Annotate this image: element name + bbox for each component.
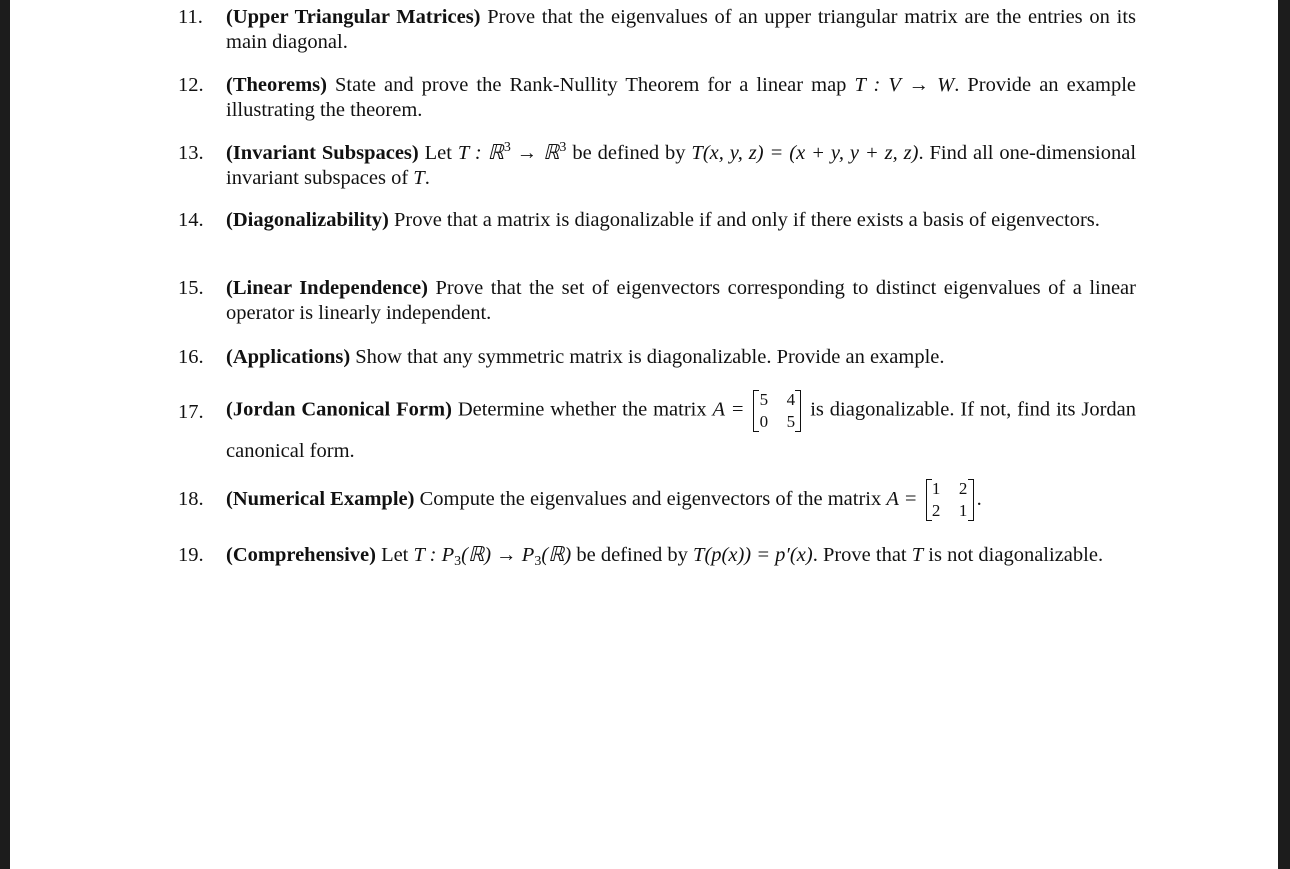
matrix-row xyxy=(759,411,795,433)
matrix-entry: 5 xyxy=(786,412,796,431)
matrix-entry: 5 xyxy=(759,390,769,409)
exercise-title: (Linear Independence) xyxy=(226,277,428,299)
exercise-text: . Prove that xyxy=(812,544,907,566)
exercise-body xyxy=(226,5,1136,55)
math-expression: → ℝ xyxy=(510,142,560,164)
exercise-19 xyxy=(178,543,1136,568)
exercise-11 xyxy=(178,5,1136,55)
math-expression: T(p(x)) = p′(x) xyxy=(693,544,813,566)
exercise-15 xyxy=(178,276,1136,326)
exercise-number: 11. xyxy=(178,6,203,28)
exercise-number: 15. xyxy=(178,277,204,299)
exercise-text: be defined by xyxy=(572,142,686,164)
exercise-title: (Upper Triangular Matrices) xyxy=(226,6,481,28)
exercise-text: is diagonalizable. If not, find its Jordan canonical form. xyxy=(226,398,1136,462)
exercise-number: 14. xyxy=(178,209,204,231)
math-expression: T xyxy=(911,544,924,566)
superscript: 3 xyxy=(559,140,567,155)
exercise-text: be defined by xyxy=(576,544,688,566)
matrix xyxy=(926,478,974,522)
exercise-number: 18. xyxy=(178,488,204,510)
exercise-text: . Provide an example illustrating the theorem. xyxy=(226,74,1137,121)
matrix-row xyxy=(759,389,795,411)
exercise-text: Prove that the eigenvalues of an upper triangular matrix are the entries on its main diagonal. xyxy=(226,6,1136,53)
exercise-12 xyxy=(178,73,1136,123)
exercise-number: 12. xyxy=(178,74,204,96)
matrix-entry: 4 xyxy=(786,390,796,409)
exercise-text: Prove that the set of eigenvectors corresponding to distinct eigenvalues of a linear operator is linearly independent. xyxy=(226,277,1136,324)
math-expression: A = xyxy=(886,488,918,510)
math-expression: T : V → W xyxy=(854,74,955,96)
math-expression: T : P xyxy=(413,544,455,566)
matrix-entry: 0 xyxy=(759,412,769,431)
superscript: 3 xyxy=(503,140,511,155)
exercise-number: 17. xyxy=(178,401,204,423)
matrix-entry: 1 xyxy=(958,501,968,521)
exercise-body xyxy=(226,276,1136,326)
math-expression: T xyxy=(413,167,425,189)
matrix-entry: 2 xyxy=(958,479,968,499)
exercise-text: Let xyxy=(381,544,409,566)
document-page xyxy=(10,0,1278,869)
exercise-number: 16. xyxy=(178,346,204,368)
subscript: 3 xyxy=(534,554,542,569)
exercise-13 xyxy=(178,141,1136,191)
exercise-body xyxy=(226,543,1136,568)
exercise-body xyxy=(226,141,1136,191)
exercise-text: Prove that a matrix is diagonalizable if and only if there exists a basis of eigenvectors. xyxy=(393,209,1100,231)
exercise-16 xyxy=(178,345,1136,370)
exercise-14 xyxy=(178,208,1136,233)
exercise-body xyxy=(226,73,1136,123)
math-expression: (ℝ) → P xyxy=(461,544,535,566)
math-expression: T : ℝ xyxy=(457,142,504,164)
exercise-title: (Theorems) xyxy=(226,74,327,96)
exercise-text: Compute the eigenvalues and eigenvectors of the matrix xyxy=(419,488,882,510)
math-expression: T(x, y, z) = (x + y, y + z, z) xyxy=(691,142,919,164)
exercise-title: (Jordan Canonical Form) xyxy=(226,398,452,421)
matrix xyxy=(753,389,801,433)
matrix-entry: 1 xyxy=(931,479,941,499)
exercise-title: (Comprehensive) xyxy=(226,544,376,566)
matrix-entry: 2 xyxy=(931,501,941,521)
exercise-body xyxy=(226,389,1136,470)
exercise-17 xyxy=(178,389,1136,470)
exercise-body xyxy=(226,476,1136,522)
exercise-text: . Find all one-dimensional invariant subspaces of xyxy=(226,142,1137,189)
exercise-text: is not diagonalizable. xyxy=(928,544,1104,566)
exercise-text: Let xyxy=(424,142,452,164)
exercise-text: . xyxy=(976,488,982,510)
subscript: 3 xyxy=(454,554,462,569)
matrix-row xyxy=(932,478,968,500)
exercise-text: State and prove the Rank-Nullity Theorem for a linear map xyxy=(335,74,847,96)
exercise-18 xyxy=(178,476,1136,522)
exercise-title: (Applications) xyxy=(226,346,351,368)
exercise-body xyxy=(226,208,1136,233)
exercise-title: (Invariant Subspaces) xyxy=(226,142,419,164)
exercise-text: Determine whether the matrix xyxy=(457,398,707,421)
matrix-row xyxy=(932,500,968,522)
math-expression: (ℝ) xyxy=(541,544,572,566)
exercise-text: Show that any symmetric matrix is diagonalizable. Provide an example. xyxy=(355,346,945,368)
exercise-body xyxy=(226,345,1136,370)
math-expression: A = xyxy=(712,398,745,421)
exercise-number: 19. xyxy=(178,544,204,566)
exercise-number: 13. xyxy=(178,142,204,164)
exercise-text: . xyxy=(424,167,430,189)
exercise-title: (Numerical Example) xyxy=(226,488,415,510)
exercise-title: (Diagonalizability) xyxy=(226,209,389,231)
